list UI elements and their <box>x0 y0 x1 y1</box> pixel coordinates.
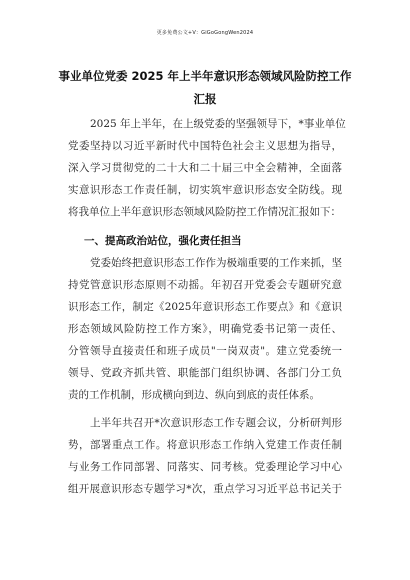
body-line: 形态领域风险防控工作方案》，明确党委书记第一责任、 <box>68 323 342 335</box>
intro-line: 将我单位上半年意识形态领域风险防控工作情况汇报如下： <box>68 206 341 218</box>
body-line: 上半年共召开*次意识形态工作专题会议，分析研判形 <box>90 417 342 429</box>
section-heading: 一、提高政治站位，强化责任担当 <box>84 235 242 247</box>
intro-line: 2025 年上半年，在上级党委的坚强领导下，*事业单位 <box>90 118 346 130</box>
body-line: 组开展意识形态专题学习*次，重点学习习近平总书记关于 <box>68 483 342 495</box>
body-line: 持党管意识形态原则不动摇。年初召开党委会专题研究意 <box>68 279 342 291</box>
body-line: 势，部署重点工作。将意识形态工作纳入党建工作责任制 <box>68 439 342 451</box>
body-line: 党委始终把意识形态工作作为极端重要的工作来抓，坚 <box>90 257 342 269</box>
body-line: 识形态工作，制定《2025年意识形态工作要点》和《意识 <box>68 301 342 313</box>
intro-line: 党委坚持以习近平新时代中国特色社会主义思想为指导， <box>68 140 342 152</box>
document-title-line-1: 事业单位党委 2025 年上半年意识形态领域风险防控工作 <box>58 69 352 83</box>
body-line: 分管领导直接责任和班子成员"一岗双责"。建立党委统一 <box>68 345 342 357</box>
body-line: 领导、党政齐抓共管、职能部门组织协调、各部门分工负 <box>68 367 342 379</box>
body-line: 责的工作机制，形成横向到边、纵向到底的责任体系。 <box>68 389 320 401</box>
body-line: 与业务工作同部署、同落实、同考核。党委理论学习中心 <box>68 461 342 473</box>
intro-line: 深入学习贯彻党的二十大和二十届三中全会精神，全面落 <box>68 162 342 174</box>
intro-line: 实意识形态工作责任制，切实筑牢意识形态安全防线。现 <box>68 184 342 196</box>
document-title-line-2: 汇报 <box>193 92 217 106</box>
header-note: 更多免费公文+V：GiGoGongWen2024 <box>156 30 254 36</box>
